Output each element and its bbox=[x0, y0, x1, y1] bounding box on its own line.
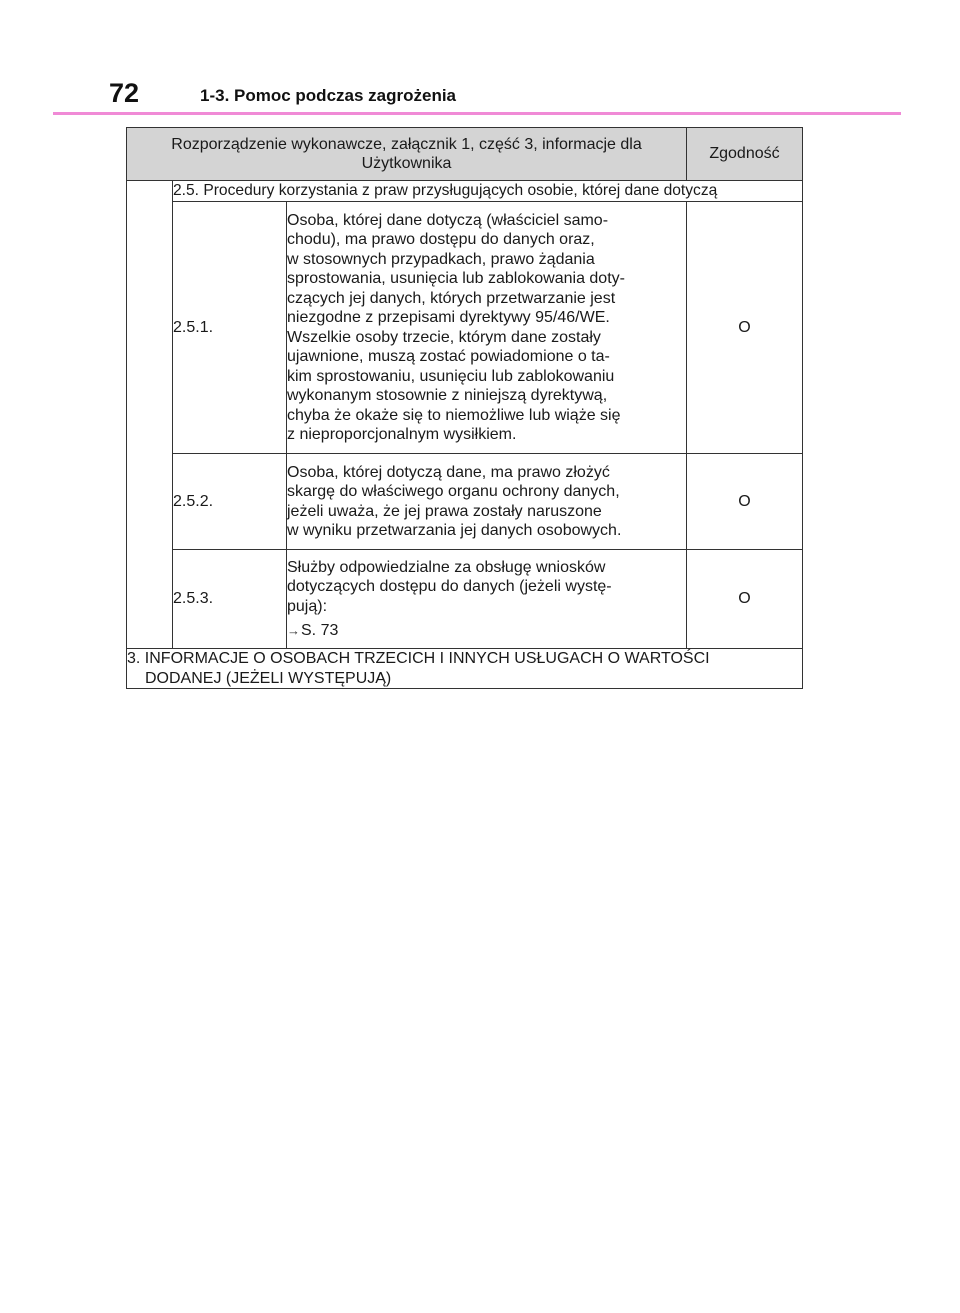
text-line: Osoba, której dotyczą dane, ma prawo złożyć bbox=[287, 463, 610, 481]
text-line: w wyniku przetwarzania jej danych osobowych. bbox=[287, 522, 622, 539]
text-line: Służby odpowiedzialne za obsługę wniosków bbox=[287, 558, 606, 576]
row-description bbox=[287, 550, 687, 649]
page-reference bbox=[287, 621, 686, 641]
column-header-conformity: Zgodność bbox=[687, 128, 803, 181]
arrow-right-icon: → bbox=[287, 623, 300, 638]
text-line: z nieproporcjonalnym wysiłkiem. bbox=[287, 426, 517, 443]
text-line: chyba że okaże się to niemożliwe lub wiąże się bbox=[287, 406, 621, 424]
text-line: dotyczących dostępu do danych (jeżeli wystę- bbox=[287, 578, 612, 595]
row-description bbox=[287, 454, 687, 550]
subsection-row bbox=[127, 181, 803, 202]
indent-cell bbox=[127, 181, 173, 649]
regulation-table bbox=[126, 127, 803, 689]
text-line: jeżeli uważa, że jej prawa zostały naruszone bbox=[287, 502, 602, 520]
section-title: 1-3. Pomoc podczas zagrożenia bbox=[200, 86, 457, 105]
table-row bbox=[127, 202, 803, 454]
section-3-heading-line1: 3. INFORMACJE O OSOBACH TRZECICH I INNYCH USŁUGACH O WARTOŚCI bbox=[127, 650, 710, 667]
row-conformity: O bbox=[687, 454, 803, 550]
text-line: Osoba, której dane dotyczą (właściciel samo- bbox=[287, 211, 609, 229]
subsection-heading: 2.5. Procedury korzystania z praw przysługujących osobie, której dane dotyczą bbox=[173, 181, 803, 202]
page-number: 72 bbox=[109, 78, 140, 108]
row-conformity: O bbox=[687, 550, 803, 649]
row-conformity: O bbox=[687, 202, 803, 454]
row-description bbox=[287, 202, 687, 454]
header-rule bbox=[53, 112, 901, 115]
column-header-regulation: Rozporządzenie wykonawcze, załącznik 1, część 3, informacje dla Użytkownika bbox=[127, 128, 687, 181]
footer-row bbox=[127, 649, 803, 689]
table-row bbox=[127, 454, 803, 550]
text-line: skargę do właściwego organu ochrony danych, bbox=[287, 483, 620, 500]
text-line: w stosownych przypadkach, prawo żądania bbox=[287, 250, 595, 268]
row-number: 2.5.3. bbox=[173, 550, 287, 649]
text-line: ujawnione, muszą zostać powiadomione o ta- bbox=[287, 348, 610, 365]
text-line: czących jej danych, których przetwarzanie jest bbox=[287, 289, 616, 307]
text-line: niezgodne z przepisami dyrektywy 95/46/WE. bbox=[287, 309, 610, 326]
text-line: sprostowania, usunięcia lub zablokowania doty- bbox=[287, 270, 625, 287]
page-reference-text: S. 73 bbox=[301, 622, 339, 639]
text-line: Wszelkie osoby trzecie, którym dane zostały bbox=[287, 328, 601, 346]
text-line: kim sprostowaniu, usunięciu lub zablokowaniu bbox=[287, 367, 615, 385]
section-3-heading bbox=[127, 649, 803, 689]
text-line: chodu), ma prawo dostępu do danych oraz, bbox=[287, 231, 595, 248]
text-line: pują): bbox=[287, 597, 328, 615]
table-header-row bbox=[127, 128, 803, 181]
text-line: wykonanym stosownie z niniejszą dyrektywą, bbox=[287, 387, 608, 404]
row-number: 2.5.2. bbox=[173, 454, 287, 550]
row-number: 2.5.1. bbox=[173, 202, 287, 454]
section-3-heading-line2: DODANEJ (JEŻELI WYSTĘPUJĄ) bbox=[145, 669, 392, 687]
table-row bbox=[127, 550, 803, 649]
